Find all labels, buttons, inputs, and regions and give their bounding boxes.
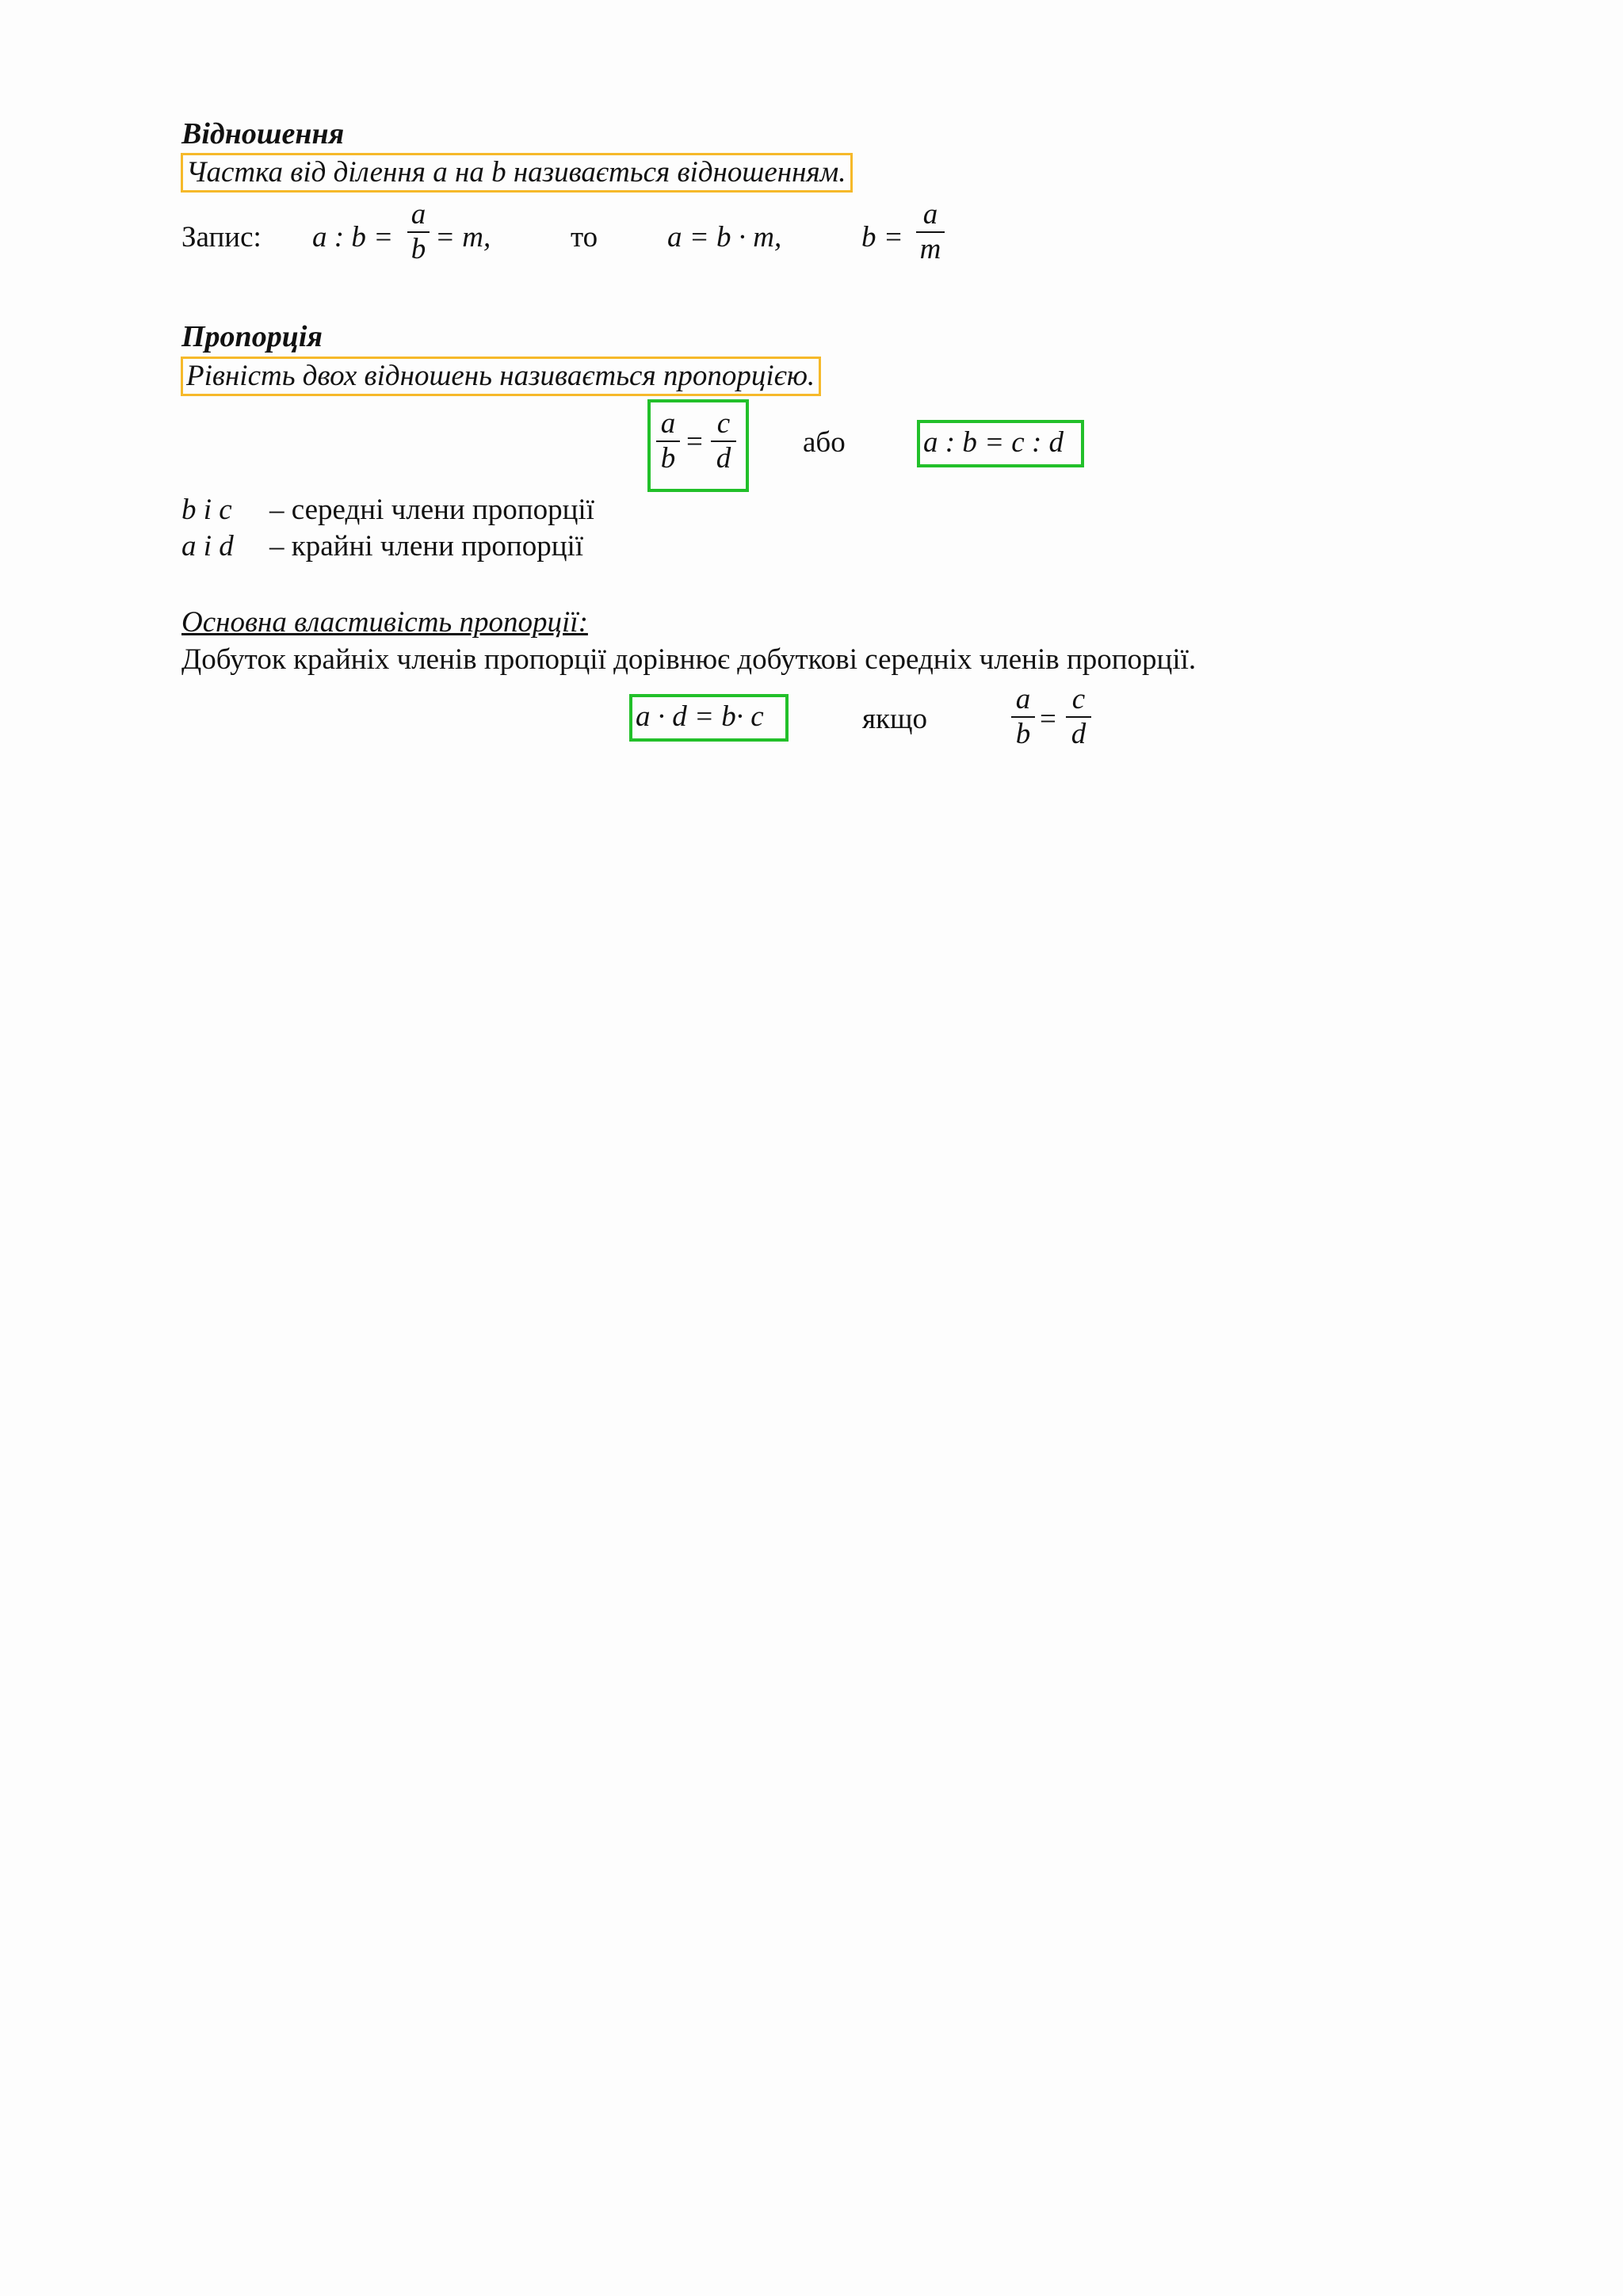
condition-left-fraction <box>1011 683 1035 751</box>
middle-terms-vars: b і c <box>181 494 232 526</box>
proportion-colon-form: a : b = c : d <box>923 426 1064 459</box>
proportion-fraction-box <box>647 399 749 492</box>
ratio-definition: Частка від ділення a на b називається відношенням. <box>181 153 853 193</box>
proportion-left-fraction <box>656 407 680 475</box>
fraction-numerator: a <box>1015 683 1031 715</box>
main-property-formula-box <box>629 694 789 742</box>
proportion-colon-box <box>917 420 1084 467</box>
extreme-terms-vars: a і d <box>181 530 234 563</box>
fraction-denominator: b <box>411 233 426 265</box>
main-property-formula: a · d = b· c <box>636 700 764 733</box>
fraction-numerator: a <box>922 198 938 231</box>
quotient-fraction <box>916 198 945 266</box>
record-label: Запис: <box>181 221 262 254</box>
main-property-statement: Добуток крайніх членів пропорції дорівнює добуткові середніх членів пропорції. <box>181 643 1197 676</box>
or-word: або <box>803 426 846 459</box>
section-heading-proportion: Пропорція <box>181 320 323 353</box>
ratio-fraction <box>407 198 430 266</box>
extreme-terms-description: – крайні члени пропорції <box>269 530 584 563</box>
proportion-right-fraction <box>711 407 736 475</box>
equals-sign: = <box>686 425 703 458</box>
fraction-denominator: d <box>1071 718 1086 750</box>
fraction-numerator: a <box>660 407 676 440</box>
ratio-formula-rhs: = m, <box>435 221 491 254</box>
fraction-denominator: b <box>1015 718 1031 750</box>
middle-terms-description: – середні члени пропорції <box>269 494 594 526</box>
fraction-numerator: c <box>1071 683 1086 715</box>
fraction-denominator: b <box>660 442 676 475</box>
main-property-title: Основна властивість пропорції: <box>181 606 588 639</box>
quotient-formula-lhs: b = <box>861 221 903 254</box>
fraction-denominator: d <box>716 442 731 475</box>
product-formula: a = b · m, <box>667 221 782 254</box>
section-heading-ratio: Відношення <box>181 117 345 151</box>
if-word: якщо <box>862 703 927 735</box>
then-word: то <box>571 221 598 254</box>
equals-sign: = <box>1040 703 1056 735</box>
fraction-numerator: a <box>411 198 426 231</box>
proportion-definition: Рівність двох відношень називається пропорцією. <box>181 357 821 396</box>
fraction-numerator: c <box>716 407 731 440</box>
fraction-denominator: m <box>919 233 941 265</box>
ratio-formula-lhs: a : b = <box>312 221 394 254</box>
condition-right-fraction <box>1066 683 1091 751</box>
